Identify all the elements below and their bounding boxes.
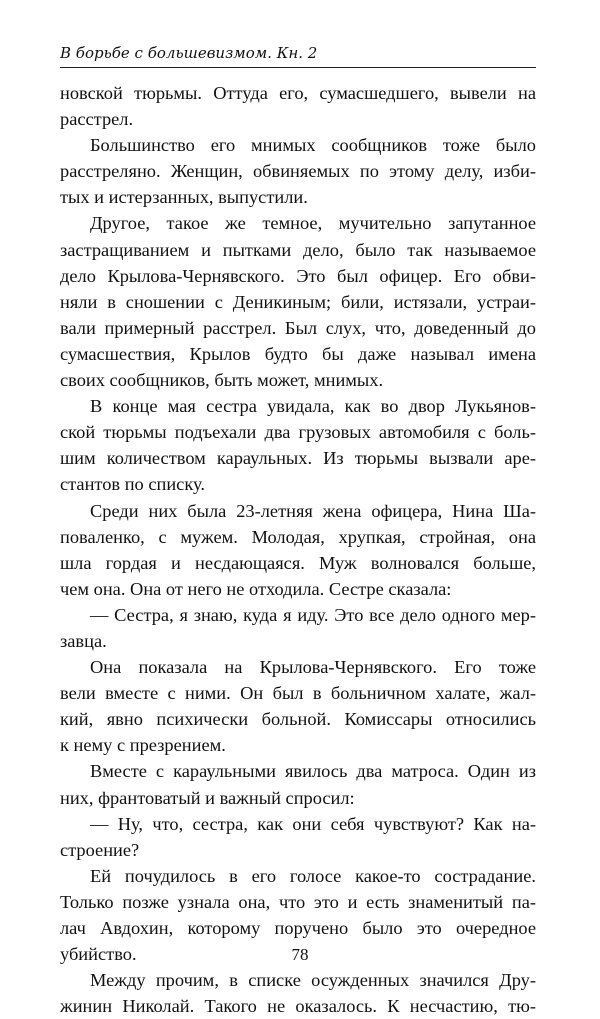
text-line: В конце мая сестра увидала, как во двор Лукьянов- xyxy=(90,396,536,417)
text-line: вали примерный расстрел. Был слух, что, доведенный до xyxy=(60,317,536,338)
text-line: жинин Николай. Такого не оказалось. К несчастию, тю- xyxy=(60,996,536,1017)
text-line: вели вместе с ними. Он был в больничном халате, жал- xyxy=(60,683,536,704)
text-line: Другое, такое же темное, мучительно запутанное xyxy=(90,213,536,234)
text-line: — Ну, что, сестра, как они себя чувствуют? Как на- xyxy=(90,813,536,834)
text-line: расстреляно. Женщин, обвиняемых по этому делу, изби- xyxy=(60,161,536,182)
text-line: новской тюрьмы. Оттуда его, сумасшедшего, вывели на xyxy=(60,83,536,103)
text-line: Только позже узнала она, что это и есть знаменитый па- xyxy=(60,891,536,912)
text-line: расстрел. xyxy=(60,109,134,130)
text-line: кий, явно психически больной. Комиссары относились xyxy=(60,709,536,730)
text-line: тых и истерзанных, выпустили. xyxy=(60,187,308,208)
text-line: Среди них была 23-летняя жена офицера, Нина Ша- xyxy=(90,500,536,521)
text-line: убийство. xyxy=(60,944,137,965)
text-line: строение? xyxy=(60,839,140,860)
text-line: шим количеством караульных. Из тюрьмы вызвали аре- xyxy=(60,448,536,469)
text-line: ской тюрьмы подъехали два грузовых автомобиля с боль- xyxy=(60,422,536,443)
text-line: — Сестра, я знаю, куда я иду. Это все дело одного мер- xyxy=(90,604,536,625)
text-line: няли в сношении с Деникиным; били, истязали, устраи- xyxy=(60,291,536,312)
text-line: Вместе с караульными явилось два матроса. Один из xyxy=(90,761,536,782)
text-line: лач Авдохин, которому поручено было это очередное xyxy=(60,918,536,938)
text-line: Она показала на Крылова-Чернявского. Его тоже xyxy=(90,657,536,678)
text-line: дело Крылова-Чернявского. Это был офицер. Его обви- xyxy=(60,265,536,286)
text-line: Большинство его мнимых сообщников тоже было xyxy=(90,135,536,156)
header-rule xyxy=(60,67,536,68)
text-line: них, франтоватый и важный спросил: xyxy=(60,787,355,808)
text-line: шла гордая и несдающаяся. Муж волновался больше, xyxy=(60,552,536,573)
text-line: Ей почудилось в его голосе какое-то сострадание. xyxy=(90,865,536,886)
page-number: 78 xyxy=(291,945,309,964)
text-line: своих сообщников, быть может, мнимых. xyxy=(60,370,384,391)
text-line: стантов по списку. xyxy=(60,474,205,495)
text-line: Между прочим, в списке осужденных значился Дру- xyxy=(90,970,536,991)
text-line: чем она. Она от него не отходила. Сестре сказала: xyxy=(60,578,452,599)
text-line: сумасшествия, Крылов будто бы даже называл имена xyxy=(60,343,536,364)
text-line: застращиванием и пытками дело, было так называемое xyxy=(60,239,536,260)
text-line: к нему с презрением. xyxy=(60,735,226,756)
text-line: завца. xyxy=(60,630,107,651)
text-line: поваленко, с мужем. Молодая, хрупкая, стройная, она xyxy=(60,526,536,547)
running-head: В борьбе с большевизмом. Кн. 2 xyxy=(60,44,318,62)
body-text xyxy=(60,80,536,1019)
